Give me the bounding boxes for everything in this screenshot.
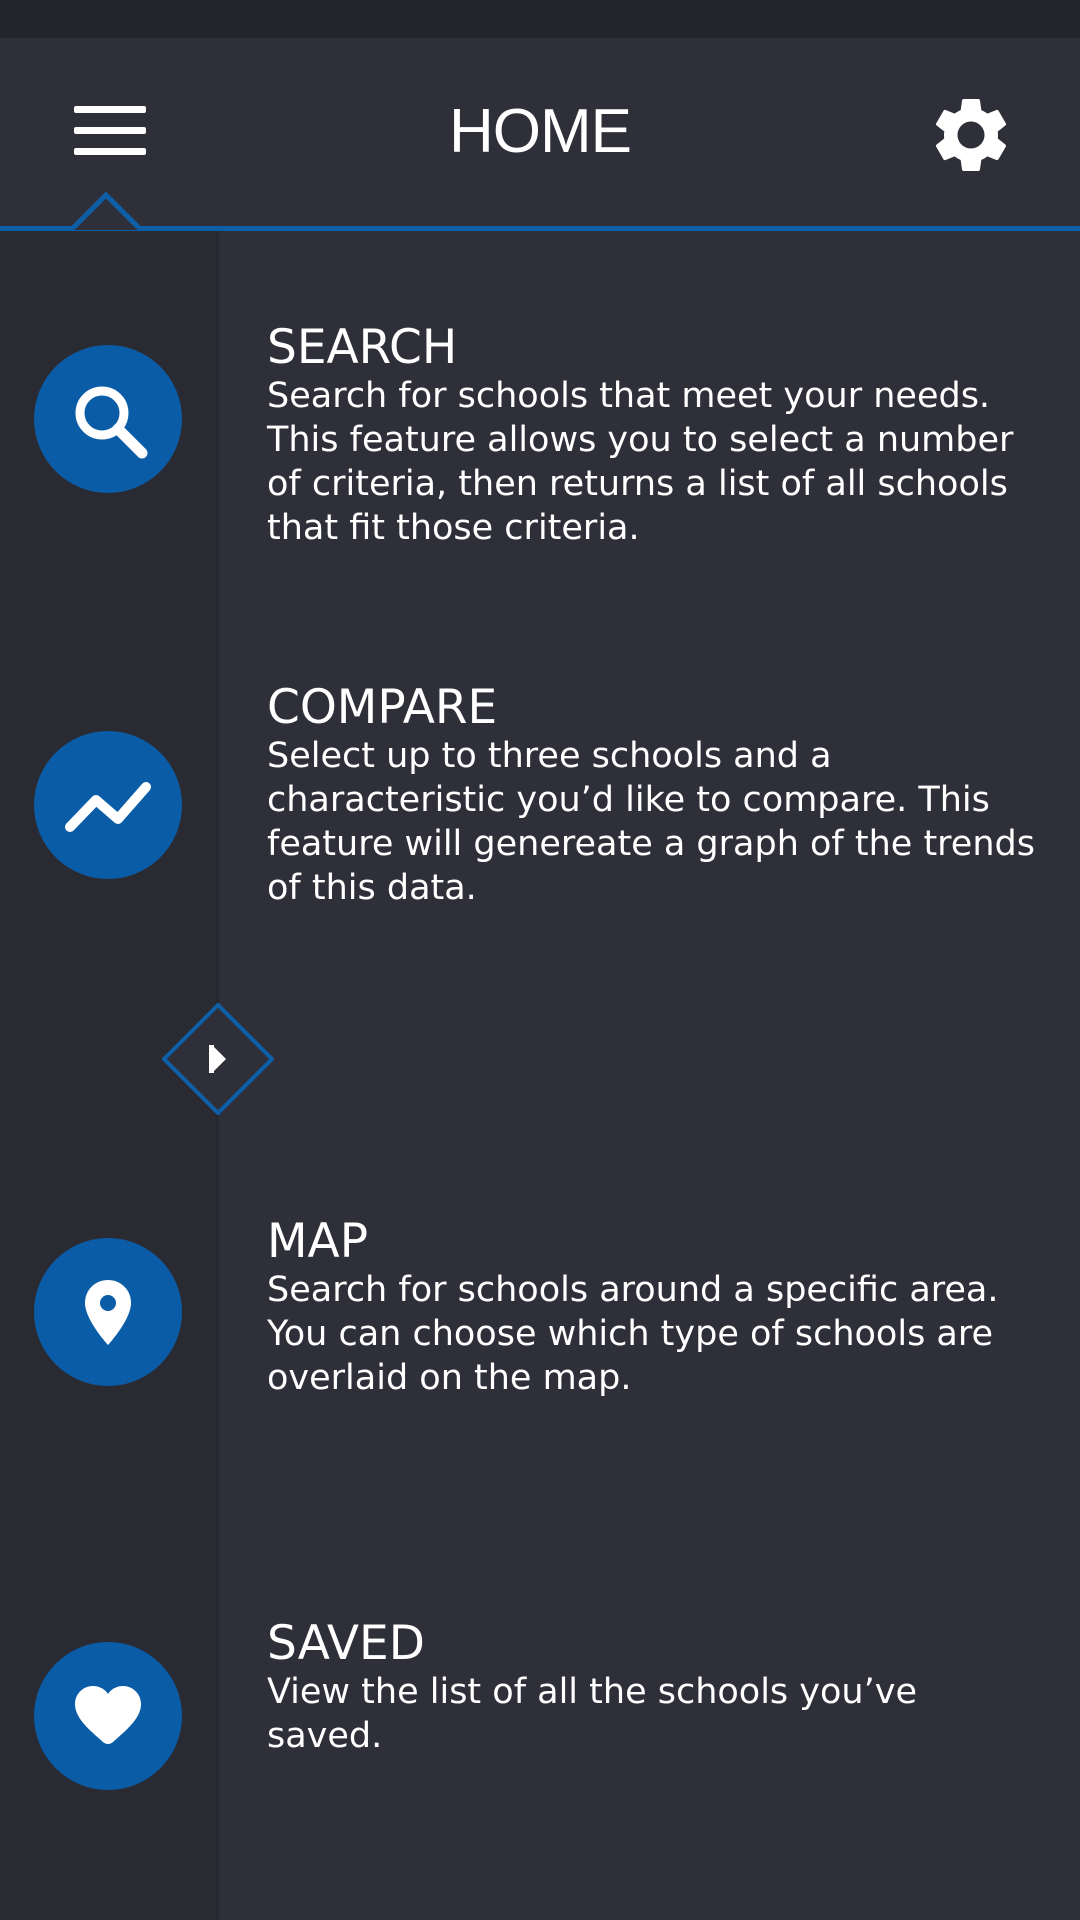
- search-button[interactable]: [34, 345, 182, 493]
- feature-title: SAVED: [267, 1616, 425, 1671]
- map-button[interactable]: [34, 1238, 182, 1386]
- location-pin-icon: [34, 1238, 182, 1386]
- feature-map[interactable]: [267, 1216, 1037, 1400]
- feature-compare[interactable]: [267, 682, 1037, 910]
- feature-title: MAP: [267, 1214, 369, 1269]
- trend-chart-icon: [34, 731, 182, 879]
- settings-button[interactable]: [926, 90, 1016, 180]
- feature-saved[interactable]: [267, 1618, 1037, 1758]
- status-bar: [0, 0, 1080, 38]
- search-icon: [34, 345, 182, 493]
- compare-button[interactable]: [34, 731, 182, 879]
- gear-icon: [926, 90, 1016, 180]
- header-divider: [0, 226, 1080, 231]
- header-notch: [72, 192, 140, 232]
- drawer-toggle-button[interactable]: [162, 1003, 274, 1115]
- feature-description: Search for schools around a specific area. You can choose which type of schools are overlaid on the map.: [267, 1270, 999, 1398]
- page-title: HOME: [449, 97, 631, 166]
- app-header: [0, 38, 1080, 228]
- feature-description: Select up to three schools and a characteristic you’d like to compare. This feature will genereate a graph of the trends of this data.: [267, 736, 1035, 908]
- saved-button[interactable]: [34, 1642, 182, 1790]
- feature-title: SEARCH: [267, 320, 458, 375]
- feature-description: Search for schools that meet your needs. This feature allows you to select a number of criteria, then returns a list of all schools that fit those criteria.: [267, 376, 1014, 548]
- feature-title: COMPARE: [267, 680, 498, 735]
- play-arrow-icon: [162, 1003, 274, 1115]
- feature-description: View the list of all the schools you’ve saved.: [267, 1672, 917, 1756]
- heart-icon: [34, 1642, 182, 1790]
- feature-search[interactable]: [267, 322, 1037, 550]
